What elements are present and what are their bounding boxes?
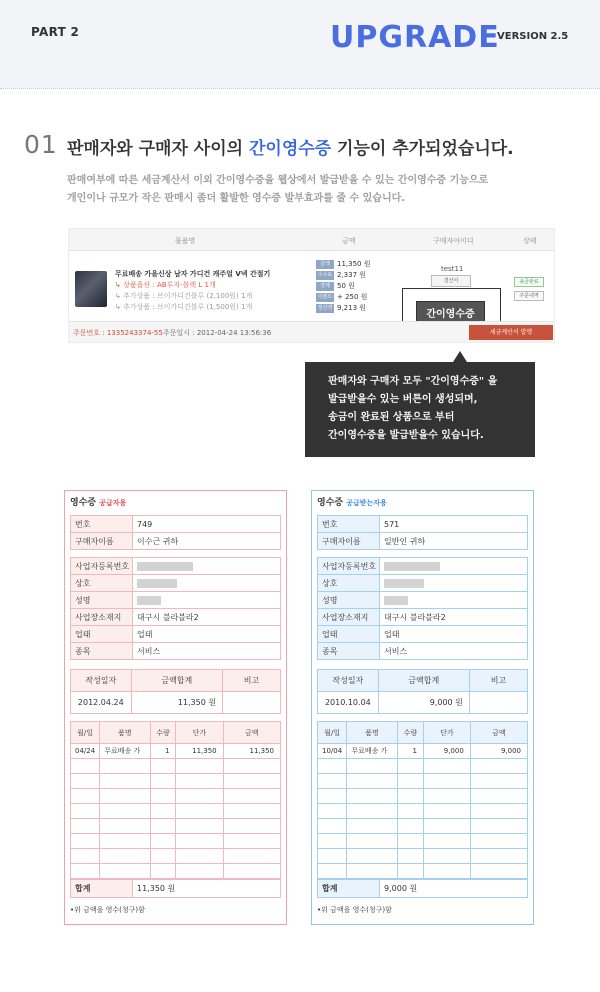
- label-name: 성명: [71, 592, 133, 609]
- section-title: [67, 134, 514, 159]
- label-kind: 종목: [318, 643, 380, 660]
- sum-total: 11,350 원: [131, 692, 222, 714]
- sum-header-date: 작성일자: [318, 670, 379, 692]
- sum-header-date: 작성일자: [71, 670, 132, 692]
- receipt-subtitle: 공급받는자용: [346, 499, 387, 507]
- sum-date: 2010.10.04: [318, 692, 379, 714]
- footer-total: 11,350 원: [133, 880, 281, 898]
- label-reg-no: 사업자등록번호: [71, 558, 133, 575]
- settlement-button[interactable]: 결산서: [431, 275, 471, 287]
- upgrade-title: UPGRADE: [330, 20, 500, 55]
- footer-total: 9,000 원: [380, 880, 528, 898]
- product-info: [115, 269, 320, 313]
- receipt-items-table: [317, 721, 528, 879]
- tooltip-line-2: 발급받을수 있는 버튼이 생성되며,: [328, 394, 478, 405]
- sum-date: 2012.04.24: [71, 692, 132, 714]
- label-company: 상호: [318, 575, 380, 592]
- sum-note: [223, 692, 281, 714]
- item-header-name: 품명: [100, 722, 150, 744]
- table-row: [318, 834, 528, 849]
- value-no: 571: [380, 516, 528, 533]
- price-breakdown: [316, 259, 370, 314]
- item-header-amount: 금액: [223, 722, 280, 744]
- receipt-note: •위 금액을 영수(청구)함: [70, 906, 145, 914]
- section-number: 01: [24, 130, 58, 159]
- item-header-price: 단가: [176, 722, 223, 744]
- receipt-basic-table: [70, 515, 281, 550]
- item-price: 11,350: [176, 744, 223, 759]
- value-address: 대구시 블라블라2: [133, 609, 281, 626]
- label-company: 상호: [71, 575, 133, 592]
- item-header-date: 월/일: [71, 722, 100, 744]
- value-reg-no: [133, 558, 281, 575]
- price-row: [316, 292, 370, 303]
- value-buyer: 이수근 귀하: [133, 533, 281, 550]
- receipt-footer-table: [70, 879, 281, 898]
- receipt-title-text: 영수증: [317, 498, 344, 508]
- table-row: [318, 774, 528, 789]
- item-qty: 1: [150, 744, 176, 759]
- label-buyer: 구매자이름: [71, 533, 133, 550]
- table-row: [318, 864, 528, 879]
- value-type: 업태: [133, 626, 281, 643]
- desc-line-1: 판매여부에 따른 세금계산서 이외 간이영수증을 웹상에서 발급받을 수 있는 간이영수증 기능으로: [67, 175, 489, 186]
- simple-receipt-button[interactable]: 간이영수증: [416, 301, 485, 327]
- receipt-summary-table: [70, 669, 281, 714]
- receipt-title-text: 영수증: [70, 498, 97, 508]
- receipt-footer-table: [317, 879, 528, 898]
- price-row: [316, 270, 370, 281]
- label-no: 번호: [318, 516, 380, 533]
- buyer-id: test11: [441, 265, 464, 273]
- table-row: [318, 804, 528, 819]
- item-header-date: 월/일: [318, 722, 347, 744]
- sum-note: [469, 692, 527, 714]
- sum-header-note: 비고: [223, 670, 281, 692]
- label-no: 번호: [71, 516, 133, 533]
- status-column: [514, 277, 544, 305]
- product-option: ↳ 상품옵션 : AB루지-블랙 L 1개: [115, 281, 216, 289]
- price-value: + 250 원: [337, 293, 368, 301]
- order-detail-button[interactable]: 주문내역: [514, 291, 544, 301]
- label-reg-no: 사업자등록번호: [318, 558, 380, 575]
- product-sub-2: ↳ 추가상품 : 브이가디건블루 (1,500원) 1개: [115, 303, 253, 311]
- value-company: [380, 575, 528, 592]
- price-tag: 수수료: [317, 272, 333, 278]
- value-name: [380, 592, 528, 609]
- receipt-business-table: [317, 557, 528, 660]
- receipt-title: [317, 495, 387, 508]
- status-done-badge[interactable]: 송금완료: [514, 277, 544, 287]
- product-title[interactable]: 무료배송 가을신상 남자 가디건 캐주얼 V넥 간절기: [115, 270, 271, 278]
- table-row: [318, 744, 528, 759]
- title-post: 기능이 추가되었습니다.: [331, 139, 514, 159]
- price-value: 2,337 원: [337, 271, 367, 279]
- receipt-supplier: [64, 490, 287, 925]
- table-row: [71, 864, 281, 879]
- value-name: [133, 592, 281, 609]
- table-row: [71, 834, 281, 849]
- page-header: [0, 0, 600, 88]
- blurred-value: [137, 579, 177, 588]
- value-address: 대구시 블라블라2: [380, 609, 528, 626]
- value-kind: 서비스: [133, 643, 281, 660]
- table-row: [318, 819, 528, 834]
- blurred-value: [384, 596, 408, 605]
- footer-label: 합계: [318, 880, 380, 898]
- title-pre: 판매자와 구매자 사이의: [67, 139, 249, 159]
- table-row: [318, 849, 528, 864]
- receipt-business-table: [70, 557, 281, 660]
- order-date: 주문일시 : 2012-04-24 13:56:36: [163, 329, 272, 337]
- table-row: [71, 849, 281, 864]
- order-footer: [69, 321, 554, 342]
- order-table: [68, 228, 555, 343]
- receipt-subtitle: 공급자용: [99, 499, 127, 507]
- item-amount: 9,000: [470, 744, 527, 759]
- item-price: 9,000: [423, 744, 470, 759]
- price-row: [316, 259, 370, 270]
- label-name: 성명: [318, 592, 380, 609]
- value-type: 업태: [380, 626, 528, 643]
- label-address: 사업장소재지: [318, 609, 380, 626]
- table-row: [71, 819, 281, 834]
- table-row: [71, 759, 281, 774]
- title-highlight: 간이영수증: [248, 139, 332, 159]
- item-amount: 11,350: [223, 744, 280, 759]
- header-divider: [0, 88, 600, 89]
- tax-invoice-button[interactable]: 세금계산서 발행: [469, 325, 553, 340]
- order-table-header: [69, 229, 554, 251]
- product-thumbnail[interactable]: [75, 271, 107, 307]
- col-product: 물품명: [175, 237, 196, 245]
- price-row: [316, 281, 370, 292]
- sum-total: 9,000 원: [378, 692, 469, 714]
- table-row: [71, 789, 281, 804]
- price-tag: 이벤트: [317, 294, 333, 300]
- receipt-title: [70, 495, 126, 508]
- blurred-value: [384, 579, 424, 588]
- label-type: 업태: [71, 626, 133, 643]
- table-row: [71, 804, 281, 819]
- price-value: 9,213 원: [337, 304, 367, 312]
- price-tag: 금액: [316, 260, 334, 269]
- label-buyer: 구매자이름: [318, 533, 380, 550]
- footer-label: 합계: [71, 880, 133, 898]
- value-kind: 서비스: [380, 643, 528, 660]
- tooltip-line-3: 송금이 완료된 상품으로 부터: [328, 412, 455, 423]
- tooltip-line-4: 간이영수증을 발급받을수 있습니다.: [328, 430, 484, 441]
- blurred-value: [384, 562, 440, 571]
- product-sub-1: ↳ 추가상품 : 브이가디건블루 (2,100원) 1개: [115, 292, 253, 300]
- tooltip-box: [305, 362, 535, 457]
- item-name: 무료배송 가: [347, 744, 397, 759]
- receipt-summary-table: [317, 669, 528, 714]
- table-row: [71, 744, 281, 759]
- col-status: 상태: [523, 237, 537, 245]
- sum-header-note: 비고: [469, 670, 527, 692]
- table-row: [318, 789, 528, 804]
- sum-header-total: 금액합계: [131, 670, 222, 692]
- item-date: 10/04: [318, 744, 347, 759]
- price-tag: 결제: [316, 282, 334, 291]
- section-description: [67, 172, 567, 208]
- blurred-value: [137, 596, 161, 605]
- item-name: 무료배송 가: [100, 744, 150, 759]
- item-header-name: 품명: [347, 722, 397, 744]
- value-buyer: 일반인 귀하: [380, 533, 528, 550]
- price-value: 50 원: [337, 282, 355, 290]
- label-kind: 종목: [71, 643, 133, 660]
- version-label: VERSION 2.5: [497, 31, 569, 42]
- receipt-items-table: [70, 721, 281, 879]
- item-header-price: 단가: [423, 722, 470, 744]
- receipt-note: •위 금액을 영수(청구)함: [317, 906, 392, 914]
- sum-header-total: 금액합계: [378, 670, 469, 692]
- value-reg-no: [380, 558, 528, 575]
- col-amount: 금액: [342, 237, 356, 245]
- receipt-buyer: [311, 490, 534, 925]
- table-row: [71, 774, 281, 789]
- desc-line-2: 개인이나 규모가 작은 판매시 좀더 활발한 영수증 발부효과를 줄 수 있습니다.: [67, 193, 406, 204]
- order-number: 주문번호 : 1335243374-55: [73, 329, 163, 337]
- value-company: [133, 575, 281, 592]
- item-header-amount: 금액: [470, 722, 527, 744]
- table-row: [318, 759, 528, 774]
- item-qty: 1: [397, 744, 423, 759]
- price-value: 11,350 원: [337, 260, 371, 268]
- blurred-value: [137, 562, 193, 571]
- label-address: 사업장소재지: [71, 609, 133, 626]
- item-header-qty: 수량: [150, 722, 176, 744]
- label-type: 업태: [318, 626, 380, 643]
- tooltip-line-1: 판매자와 구매자 모두 "간이영수증" 을: [328, 376, 498, 387]
- value-no: 749: [133, 516, 281, 533]
- item-header-qty: 수량: [397, 722, 423, 744]
- part-label: PART 2: [31, 25, 80, 39]
- price-row: [316, 303, 370, 314]
- receipt-basic-table: [317, 515, 528, 550]
- tooltip-arrow: [453, 351, 467, 362]
- col-buyer-id: 구매자아이디: [433, 237, 474, 245]
- item-date: 04/24: [71, 744, 100, 759]
- price-tag: 정산액: [317, 305, 333, 311]
